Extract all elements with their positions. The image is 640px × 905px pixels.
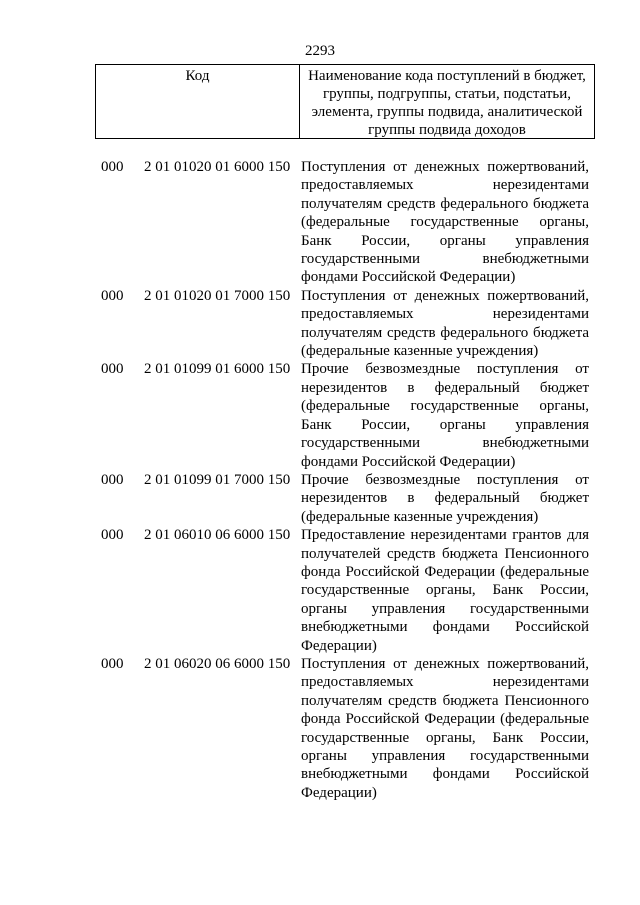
- table-row: [0, 287, 640, 361]
- admin-code: 000: [101, 527, 124, 544]
- revenue-description: Прочие безвозмездные поступления от нерезидентов в федеральный бюджет (федеральные государственные органы, Банк России, органы управления государственными внебюджетными фондами Российской Федерации): [301, 361, 589, 470]
- table-row: [0, 360, 640, 470]
- revenue-code-list: [0, 158, 640, 802]
- revenue-code: 2 01 01099 01 7000 150: [144, 471, 291, 488]
- revenue-code: 2 01 06010 06 6000 150: [144, 527, 291, 544]
- revenue-description: Поступления от денежных пожертвований, предоставляемых нерезидентами получателям средств бюджета Пенсионного фонда Российской Федерации (федеральные государственные органы, Банк России, органы управления государственными внебюджетными фондами Российской Федерации): [301, 655, 589, 801]
- admin-code: 000: [101, 159, 124, 175]
- revenue-description: Поступления от денежных пожертвований, предоставляемых нерезидентами получателям средств федерального бюджета (федеральные казенные учреждения): [301, 287, 589, 360]
- revenue-code: 2 01 06020 06 6000 150: [144, 655, 291, 672]
- admin-code: 000: [101, 471, 124, 488]
- revenue-code: 2 01 01020 01 7000 150: [144, 287, 291, 304]
- table-header: [95, 64, 595, 139]
- header-code-column: Код: [96, 65, 300, 138]
- table-row: [0, 158, 640, 287]
- revenue-description: Предоставление нерезидентами грантов для получателей средств бюджета Пенсионного фонда Российской Федерации (федеральные государственные органы, Банк России, органы управления государственными внебюджетными фондами Российской Федерации): [301, 527, 589, 654]
- revenue-description: Поступления от денежных пожертвований, предоставляемых нерезидентами получателям средств федерального бюджета (федеральные государственные органы, Банк России, органы управления государственными внебюджетными фондами Российской Федерации): [301, 159, 589, 286]
- admin-code: 000: [101, 655, 124, 672]
- table-row: [0, 471, 640, 526]
- table-row: [0, 655, 640, 802]
- revenue-code: 2 01 01099 01 6000 150: [144, 361, 291, 378]
- page-number: 2293: [305, 43, 335, 59]
- revenue-description: Прочие безвозмездные поступления от нерезидентов в федеральный бюджет (федеральные казенные учреждения): [301, 471, 589, 525]
- admin-code: 000: [101, 361, 124, 378]
- admin-code: 000: [101, 287, 124, 304]
- revenue-code: 2 01 01020 01 6000 150: [144, 159, 291, 175]
- table-row: [0, 526, 640, 655]
- header-name-column: Наименование кода поступлений в бюджет, группы, подгруппы, статьи, подстатьи, элемента, группы подвида, аналитической группы подвида доходов: [308, 68, 586, 138]
